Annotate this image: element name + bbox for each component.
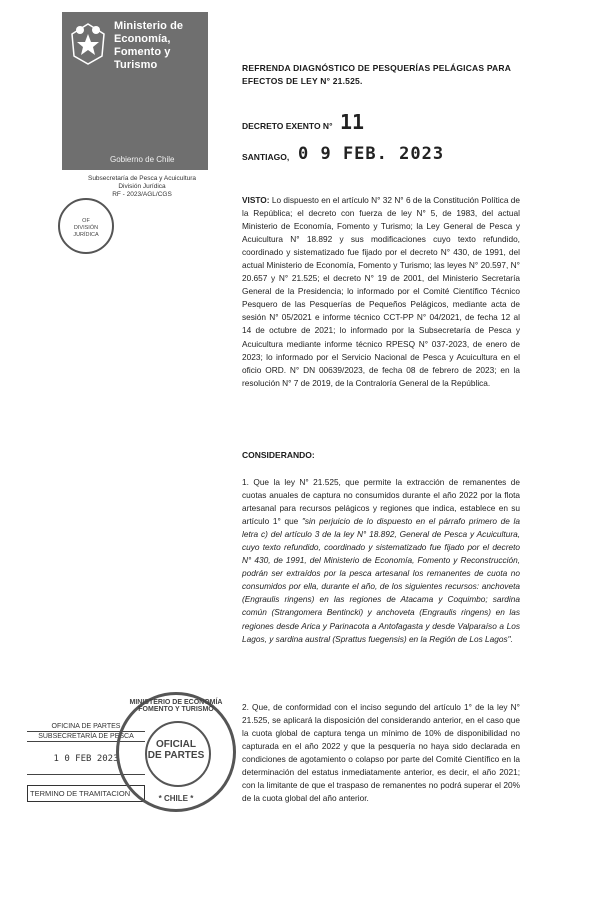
document-title: REFRENDA DIAGNÓSTICO DE PESQUERÍAS PELÁGICAS PARA EFECTOS DE LEY N° 21.525. — [242, 63, 511, 86]
visto-label: VISTO: — [242, 195, 270, 205]
stamp-line-2: DIVISIÓN — [73, 225, 99, 231]
stamp-line-1: OF — [82, 218, 90, 224]
oficina-line-2: SUBSECRETARÍA DE PESCA — [27, 732, 145, 742]
termino-tramitacion: TERMINO DE TRAMITACION — [27, 785, 145, 802]
decree-date: 0 9 FEB. 2023 — [298, 144, 445, 164]
gobierno-label: Gobierno de Chile — [110, 155, 175, 164]
santiago-label: SANTIAGO, — [242, 152, 290, 162]
considerando-heading: CONSIDERANDO: — [242, 450, 315, 460]
visto-paragraph — [242, 194, 520, 390]
decreto-label: DECRETO EXENTO N° — [242, 121, 333, 131]
visto-text: Lo dispuesto en el artículo N° 32 N° 6 de la Constitución Política de la República; el decreto con fuerza de ley N° 5, de 1983, del actual Ministerio de Economía, Fomento y Turismo; la Ley General de Pesca y Acuicultura N° 18.892 y sus modificaciones cuyo texto refundido, coordinado y sistematizado fue fijado por el decreto N° 430, de 1991, del actual Ministerio de Economía, Fomento y Turismo; las leyes N° 20.597, N° 20.657 y N° 21.525; el decreto N° 19 de 2001, del Ministerio Secretaría General de la Presidencia; lo informado por el Comité Científico Técnico Pesquero de las Pesquerías de Pequeños Pelágicos, mediante acta de sesión N° 05/2021 e informe técnico CCT-PP N° 04/2021, de fecha 12 al 14 de octubre de 2021; lo informado por la Subsecretaría de Pesca y Acuicultura mediante informe técnico RPESQ N° 037-2023, de enero de 2023; lo informado por el Servicio Nacional de Pesca y Acuicultura en el oficio ORD. N° DN 00639/2023, de fecha 08 de febrero de 2023; en la resolución N° 7 de 2019, de la Contraloría General de la República. — [242, 195, 520, 388]
ref-code: RF - 2023/AGL/CGS — [112, 191, 172, 198]
coat-of-arms-icon — [66, 16, 110, 68]
division-label: División Jurídica — [118, 183, 166, 190]
oficina-line-1: OFICINA DE PARTES — [27, 722, 145, 732]
considerando-item-1 — [242, 476, 520, 646]
seal-center-1: OFICIAL — [156, 739, 196, 750]
oficina-date: 1 0 FEB 2023 — [27, 742, 145, 775]
ministry-logo — [62, 12, 208, 170]
seal-center — [119, 739, 233, 761]
item1-intro: 1. Que la ley N° 21.525, que permite la extracción de remanentes de cuotas anuales de captura no consumidos durante el año 2022 por la flota artesanal para recursos pelágicos y regiones que indica, establece en su artículo 1° que — [242, 477, 520, 527]
subsecretaria-label: Subsecretaría de Pesca y Acuicultura — [87, 175, 197, 182]
considerando-item-2: 2. Que, de conformidad con el inciso segundo del artículo 1° de la ley N° 21.525, se aplicará la disposición del considerando anterior, en el caso que la cuota global de captura tenga un mínimo de 10% de disponibilidad no capturada en el año 2022 y que la pesquería no haya sido declarada en condiciones de agotamiento o colapso por parte del Comité Científico en la determinación del estatus inmediatamente anterior, es decir, el año 2021; con la limitante de que el traspaso de remanentes no podrá superar el 20% de la cuota global del año anterior. — [242, 702, 520, 804]
seal-bottom-text: * CHILE * — [158, 794, 194, 803]
juridica-stamp — [58, 198, 114, 254]
decreto-number: 11 — [340, 110, 365, 134]
seal-ring-text: MINISTERIO DE ECONOMÍA FOMENTO Y TURISMO — [129, 699, 223, 713]
ministry-name: Ministerio de Economía, Fomento y Turismo — [114, 20, 184, 71]
item1-quote: "sin perjuicio de lo dispuesto en el párrafo primero de la letra c) del artículo 3 de la ley N° 18.892, General de Pesca y Acuicultura, cuyo texto refundido, coordinado y sistematizado fue fijado por el decreto N° 430, de 1991, del Ministerio de Economía, Fomento y Reconstrucción, podrán ser extraídos por la pesca artesanal los remanentes de cuota no consumidos por ella, durante el año, de los siguientes recursos: anchoveta (Engraulis ringens) en las regiones de Atacama y Coquimbo; sardina común (Strangomera Bentincki) y anchoveta (Engraulis ringens) en las regiones desde Arica y Parinacota a Antofagasta y desde Valparaíso a Los Lagos, y sardina austral (Sprattus fuegensis) en la Región de Los Lagos". — [242, 516, 520, 644]
subsecretaria-block — [62, 175, 222, 199]
stamp-line-3: JURÍDICA — [73, 232, 99, 238]
seal-center-2: DE PARTES — [147, 750, 205, 761]
oficial-partes-seal — [116, 692, 236, 812]
